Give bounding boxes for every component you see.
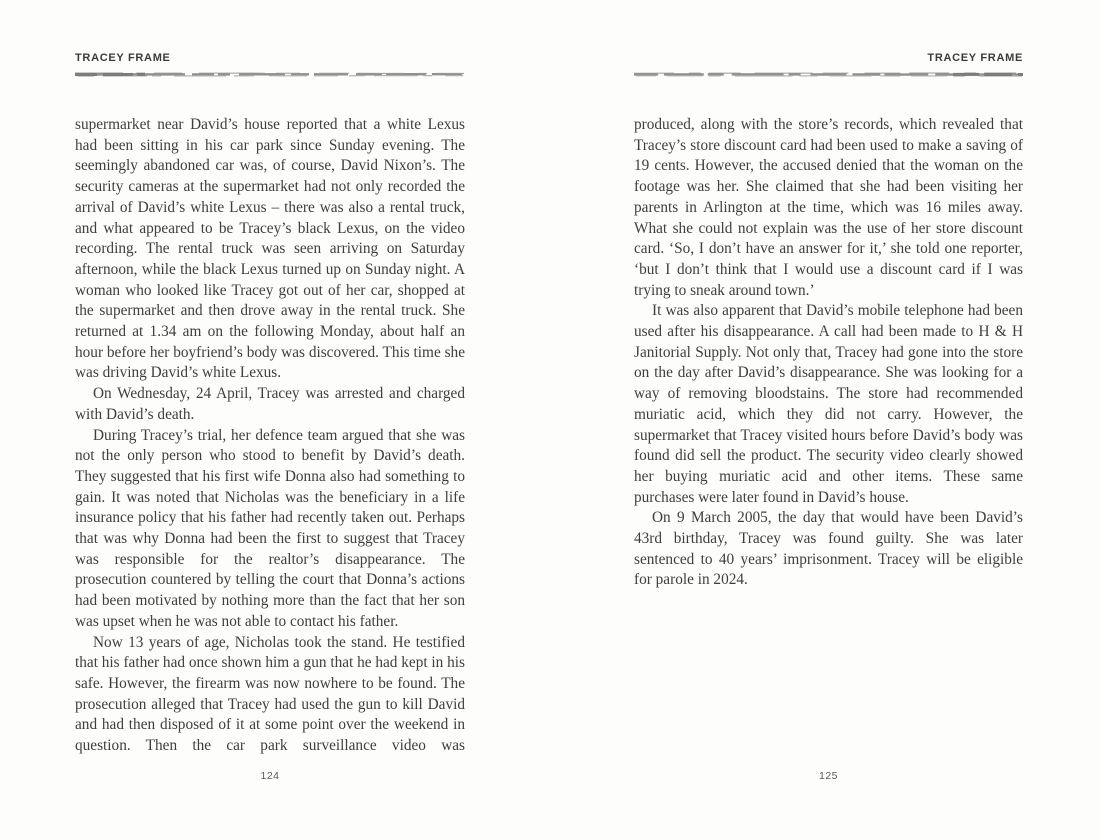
paragraph: On Wednesday, 24 April, Tracey was arrested and charged with David’s death. [75,385,465,423]
left-page [75,48,465,782]
left-page-body [75,115,465,757]
paragraph: During Tracey’s trial, her defence team argued that she was not the only person who stood to benefit by David’s death. They suggested that his first wife Donna also had something to gain. It was noted that Nicholas was the beneficiary in a life insurance policy that his father had recently taken out. Perhaps that was why Donna had been the first to suggest that Tracey was responsible for the realtor’s disappearance. The prosecution countered by telling the court that Donna’s actions had been motivated by nothing more than the fact that her son was upset when he was not able to contact his father. [75,426,465,630]
running-header-left: TRACEY FRAME [75,52,171,64]
paragraph: supermarket near David’s house reported that a white Lexus had been sitting in his car park since Sunday evening. The seemingly abandoned car was, of course, David Nixon’s. The security cameras at the supermarket had not only recorded the arrival of David’s white Lexus – there was also a rental truck, and what appeared to be Tracey’s black Lexus, on the video recording. The rental truck was seen arriving on Saturday afternoon, while the black Lexus turned up on Sunday night. A woman who looked like Tracey got out of her car, shopped at the supermarket and then drove away in the rental truck. She returned at 1.34 am on the following Monday, about half an hour before her boyfriend’s body was discovered. This time she was driving David’s white Lexus. [75,116,465,382]
right-page [634,48,1023,782]
paragraph: Now 13 years of age, Nicholas took the stand. He testified that his father had once shown him a gun that he had kept in his safe. However, the firearm was now nowhere to be found. The prosecution alleged that Tracey had used the gun to kill David and had then disposed of it at some point over the weekend in question. Then the car park surveillance video was [75,633,465,755]
paragraph: produced, along with the store’s records, which revealed that Tracey’s store discount card had been used to make a saving of 19 cents. However, the accused denied that the woman on the footage was her. She claimed that she had been visiting her parents in Arlington at the time, which was 16 miles away. What she could not explain was the use of her store discount card. ‘So, I don’t have an answer for it,’ she told one reporter, ‘but I don’t think that I would use a discount card if I was trying to sneak around town.’ [634,116,1023,299]
paragraph: It was also apparent that David’s mobile telephone had been used after his disappearance. A call had been made to H & H Janitorial Supply. Not only that, Tracey had gone into the store on the day after David’s disappearance. She was looking for a way of removing bloodstains. The store had recommended muriatic acid, which they did not carry. However, the supermarket that Tracey visited hours before David’s body was found did sell the product. The security video clearly showed her buying muriatic acid and other items. These same purchases were later found in David’s house. [634,302,1023,506]
page-number-left: 124 [260,770,280,782]
page-number-right: 125 [818,770,839,782]
distressed-rule-right [634,70,1023,79]
right-page-body [634,115,1023,591]
paragraph: On 9 March 2005, the day that would have been David’s 43rd birthday, Tracey was found guilty. She was later sentenced to 40 years’ imprisonment. Tracey will be eligible for parole in 2024. [634,509,1023,589]
distressed-rule-left [75,70,465,79]
running-header-right: TRACEY FRAME [927,52,1023,64]
